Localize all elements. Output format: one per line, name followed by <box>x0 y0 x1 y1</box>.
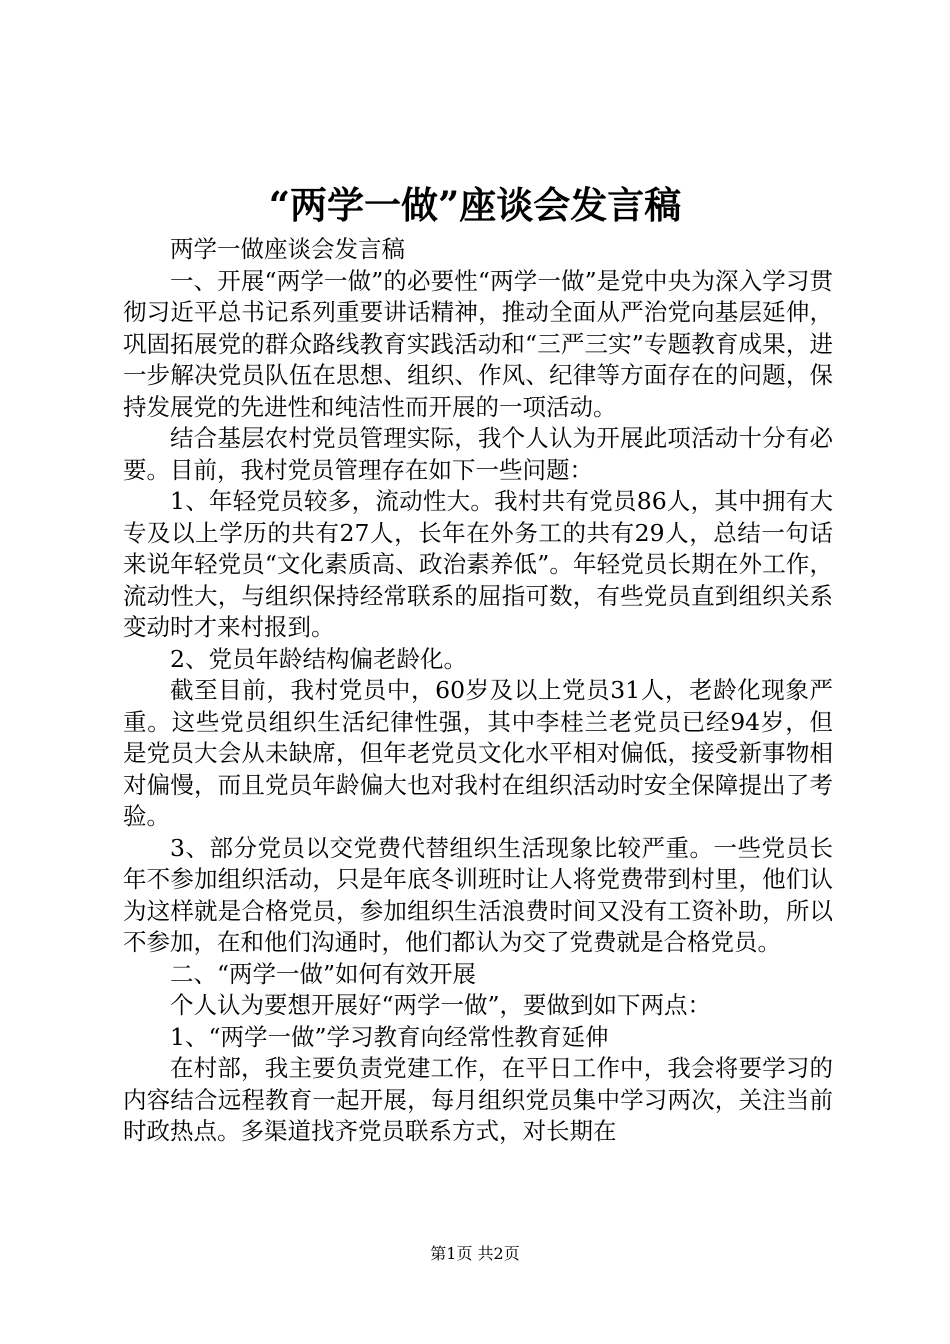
paragraph-section-2-heading: 二、“两学一做”如何有效开展 <box>170 959 477 988</box>
paragraph-problem-2-detail: 截至目前，我村党员中，60岁及以上党员31人，老龄化现象严重。这些党员组织生活纪律性强，其中李桂兰老党员已经94岁，但是党员大会从未缺席，但年老党员文化水平相对偏低，接受新事物相对偏慢，而且党员年龄偏大也对我村在组织活动时安全保障提出了考验。 <box>123 676 833 830</box>
document-title: “两学一做”座谈会发言稿 <box>268 183 682 227</box>
paragraph-problem-3: 3、部分党员以交党费代替组织生活现象比较严重。一些党员长年不参加组织活动，只是年底冬训班时让人将党费带到村里，他们认为这样就是合格党员，参加组织生活浪费时间又没有工资补助，所以不参加，在和他们沟通时，他们都认为交了党费就是合格党员。 <box>123 833 833 956</box>
document-body <box>123 234 833 1148</box>
paragraph-problem-1: 1、年轻党员较多，流动性大。我村共有党员86人，其中拥有大专及以上学历的共有27人，长年在外务工的共有29人，总结一句话来说年轻党员“文化素质高、政治素养低”。年轻党员长期在外工作，流动性大，与组织保持经常联系的屈指可数，有些党员直到组织关系变动时才来村报到。 <box>123 487 833 641</box>
page-number-footer: 第1页 共2页 <box>430 1244 520 1263</box>
paragraph-necessity: 一、开展“两学一做”的必要性“两学一做”是党中央为深入学习贯彻习近平总书记系列重要讲话精神，推动全面从严治党向基层延伸，巩固拓展党的群众路线教育实践活动和“三严三实”专题教育成果，进一步解决党员队伍在思想、组织、作风、纪律等方面存在的问题，保持发展党的先进性和纯洁性而开展的一项活动。 <box>123 266 833 421</box>
paragraph-section-2-intro: 个人认为要想开展好“两学一做”，要做到如下两点： <box>170 991 712 1019</box>
paragraph-problem-2-heading: 2、党员年龄结构偏老龄化。 <box>170 644 467 673</box>
paragraph-point-1-detail: 在村部，我主要负责党建工作，在平日工作中，我会将要学习的内容结合远程教育一起开展，每月组织党员集中学习两次，关注当前时政热点。多渠道找齐党员联系方式，对长期在 <box>123 1054 833 1145</box>
paragraph-point-1-heading: 1、“两学一做”学习教育向经常性教育延伸 <box>170 1022 609 1051</box>
paragraph-subtitle: 两学一做座谈会发言稿 <box>170 235 405 263</box>
paragraph-problems-intro: 结合基层农村党员管理实际，我个人认为开展此项活动十分有必要。目前，我村党员管理存在如下一些问题： <box>123 424 833 484</box>
